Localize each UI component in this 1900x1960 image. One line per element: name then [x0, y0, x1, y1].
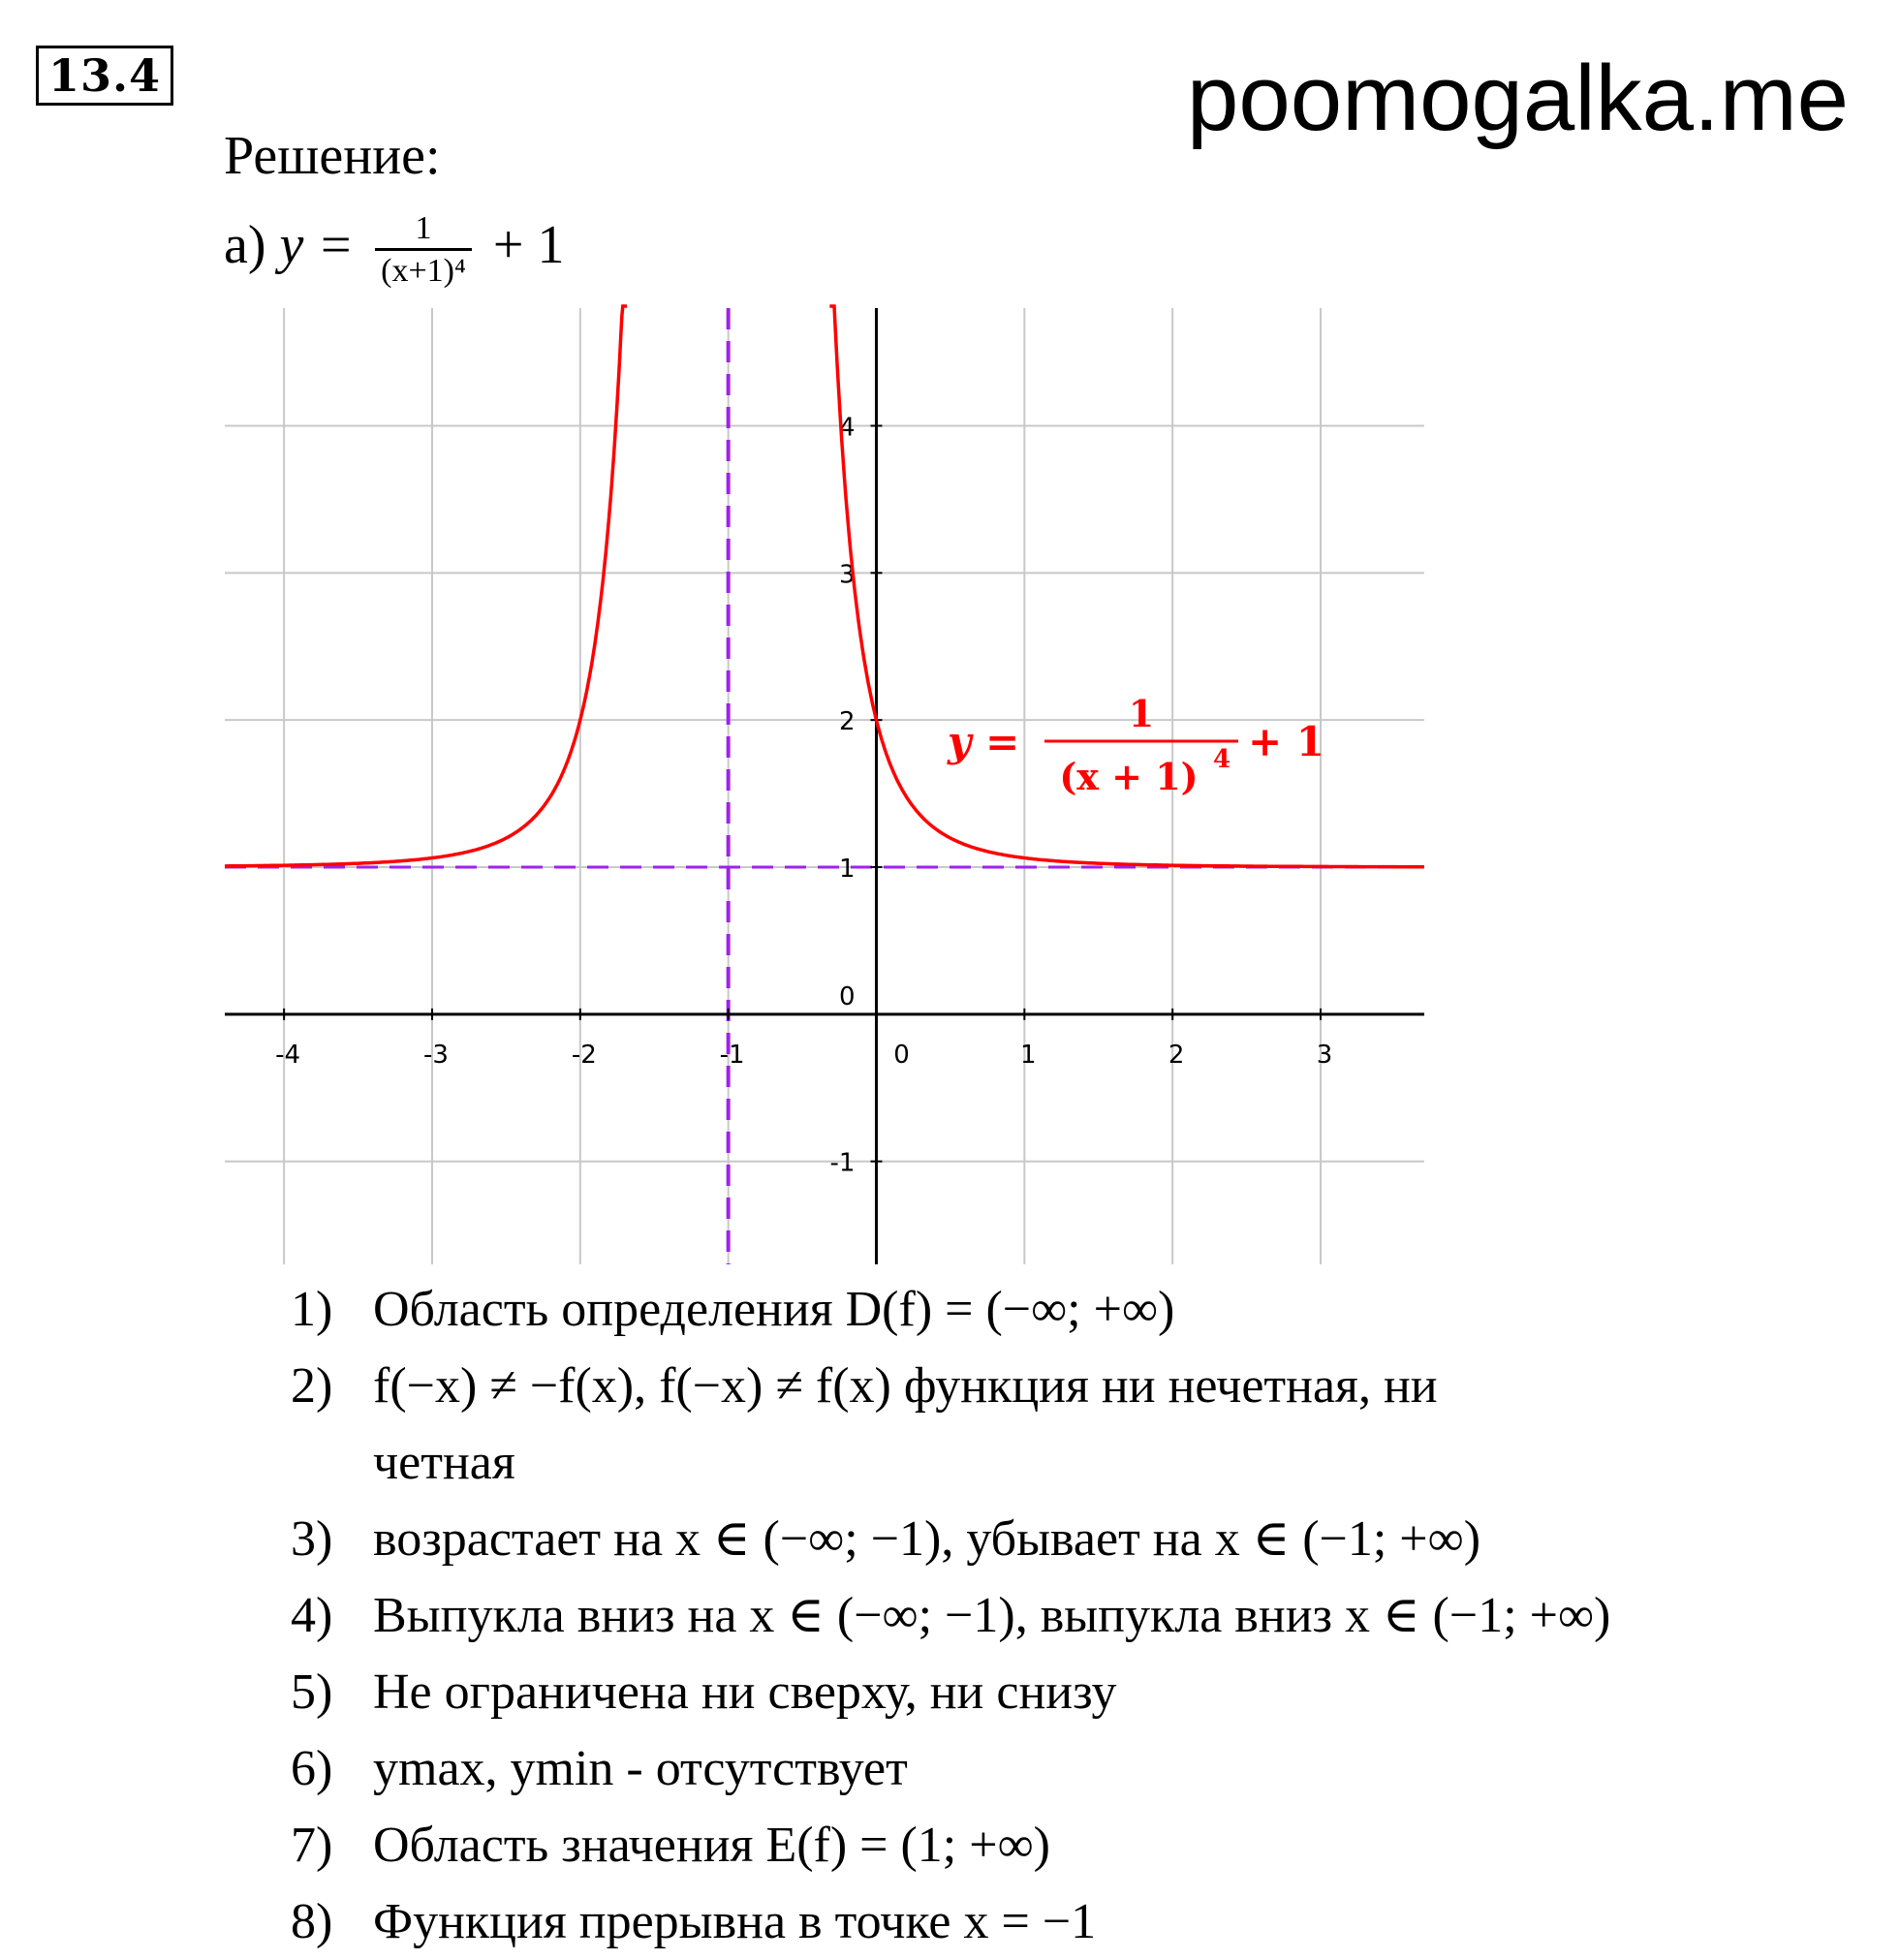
- curve-left-branch: [225, 306, 627, 866]
- curve-label-numerator: 1: [1128, 692, 1155, 735]
- x-tick-label: -1: [719, 1040, 745, 1070]
- properties-list: [291, 1271, 1610, 1960]
- x-tick-label: 3: [1316, 1040, 1333, 1070]
- property-item: [291, 1271, 1610, 1348]
- curve-label: [947, 692, 1324, 798]
- solution-label: Решение:: [224, 126, 441, 186]
- part-a-prefix: а): [224, 215, 280, 275]
- property-text: возрастает на x ∈ (−∞; −1), убывает на x ∈ (−1; +∞): [373, 1511, 1481, 1567]
- asymptotes: [225, 308, 1424, 1264]
- property-text: Область значения E(f) = (1; +∞): [373, 1818, 1050, 1873]
- y-tick-label: 2: [838, 707, 856, 737]
- x-tick-label: -4: [275, 1040, 301, 1070]
- x-tick-label: -2: [571, 1040, 597, 1070]
- property-number: 2): [291, 1358, 333, 1414]
- property-item: [291, 1654, 1610, 1730]
- property-text-continuation: четная: [373, 1435, 515, 1490]
- property-item: [291, 1348, 1610, 1501]
- axes: [225, 308, 1424, 1264]
- curve-label-lhs: y =: [948, 718, 1020, 765]
- property-number: 8): [291, 1894, 333, 1949]
- curve-label-exponent: 4: [1213, 745, 1231, 774]
- property-number: 4): [291, 1588, 333, 1643]
- x-tick-label: -3: [423, 1040, 449, 1070]
- x-tick-label: 2: [1168, 1040, 1185, 1070]
- curve-label-denominator: (x + 1): [1059, 755, 1199, 798]
- function-curve: [225, 306, 1424, 867]
- x-tick-label: 1: [1020, 1040, 1037, 1070]
- problem-number: 13.4: [36, 46, 173, 106]
- property-item: [291, 1501, 1610, 1577]
- part-a-denominator: (x+1)⁴: [381, 252, 466, 289]
- x-tick-label: 0: [893, 1040, 910, 1070]
- property-number: 7): [291, 1818, 333, 1873]
- property-number: 1): [291, 1282, 333, 1337]
- curve-label-tail: + 1: [1248, 718, 1325, 765]
- property-text: Выпукла вниз на x ∈ (−∞; −1), выпукла вниз x ∈ (−1; +∞): [373, 1588, 1611, 1643]
- property-number: 5): [291, 1664, 333, 1720]
- grid: [225, 308, 1424, 1264]
- property-text: Область определения D(f) = (−∞; +∞): [373, 1282, 1175, 1337]
- property-item: [291, 1730, 1610, 1807]
- y-tick-label: 3: [838, 560, 856, 590]
- property-number: 3): [291, 1511, 333, 1567]
- y-tick-label: 4: [838, 413, 856, 443]
- y-tick-label: 1: [838, 855, 856, 885]
- property-number: 6): [291, 1741, 333, 1796]
- part-a-tail: + 1: [479, 215, 565, 275]
- property-text: f(−x) ≠ −f(x), f(−x) ≠ f(x) функция ни нечетная, ни: [373, 1358, 1438, 1414]
- y-tick-label: -1: [829, 1148, 856, 1178]
- part-a-lhs: y =: [279, 215, 368, 275]
- part-a-numerator: 1: [375, 209, 472, 251]
- property-text: Не ограничена ни сверху, ни снизу: [373, 1664, 1117, 1720]
- site-watermark: poomogalka.me: [1187, 47, 1850, 150]
- property-text: ymax, ymin - отсутствует: [373, 1741, 908, 1796]
- property-item: [291, 1807, 1610, 1883]
- property-item: [291, 1577, 1610, 1654]
- y-tick-label: 0: [838, 981, 856, 1011]
- property-text: Функция прерывна в точке x = −1: [373, 1894, 1097, 1949]
- property-item: [291, 1883, 1610, 1960]
